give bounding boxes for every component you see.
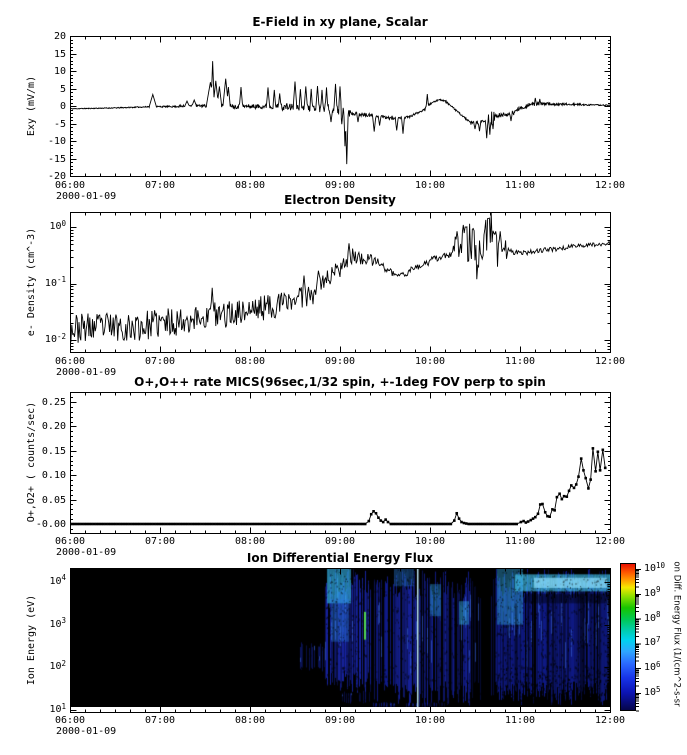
panel3-ytick-label: 0.25 [41, 397, 66, 408]
panel1-plot [70, 36, 611, 178]
panel3-ytick-label: -0.00 [35, 519, 66, 530]
panel4-xtick-label: 07:00 [144, 715, 176, 726]
panel4-xtick-label: 06:00 [54, 715, 86, 726]
colorbar-tick-label: $10^6$ [644, 659, 661, 674]
colorbar-tick-label: $10^5$ [644, 684, 661, 698]
panel1-xtick-label: 10:00 [414, 180, 446, 191]
panel4-date-label: 2000-01-09 [56, 726, 117, 737]
panel2-xtick-label: 07:00 [144, 356, 176, 367]
panel3-title: O+,O++ rate MICS(96sec,1/32 spin, +-1deg FOV perp to spin [134, 375, 546, 389]
panel4-ytick-label: $10^3$ [49, 616, 66, 630]
colorbar-tick-label: $10^7$ [644, 634, 661, 649]
panel4-xtick-label: 10:00 [414, 715, 446, 726]
panel2-xtick-label: 11:00 [504, 356, 536, 367]
panel4-title: Ion Differential Energy Flux [246, 551, 434, 565]
panel1-ytick-label: 0 [59, 101, 66, 112]
panel3-xtick-label: 09:00 [324, 536, 356, 547]
panel4-ytick-label: $10^4$ [49, 573, 66, 587]
panel1-ytick-label: -10 [47, 136, 66, 147]
panel2-xtick-label: 10:00 [414, 356, 446, 367]
panel1-ytick-label: 5 [59, 83, 66, 95]
panel1-ytick-label: -5 [53, 118, 66, 130]
panel3-xtick-label: 12:00 [594, 536, 626, 547]
panel4-xtick-label: 08:00 [234, 715, 266, 726]
panel3-xtick-label: 07:00 [144, 536, 176, 547]
panel4-plot [70, 568, 611, 714]
panel4-yaxis-label: Ion Energy (eV) [26, 594, 37, 686]
panel1-xtick-label: 11:00 [504, 180, 536, 191]
colorbar-label: on Diff. Energy Flux (1/(cm^2-s-sr [671, 561, 682, 707]
panel3-ytick-label: 0.05 [41, 494, 66, 506]
panel4-ytick-label: $10^1$ [49, 701, 66, 715]
colorbar [620, 563, 636, 711]
panel4-xtick-label: 12:00 [594, 715, 626, 726]
panel4-ytick-label: $10^2$ [49, 658, 66, 673]
panel1-ytick-label: 20 [53, 31, 66, 42]
colorbar-tick-label: $10^9$ [644, 585, 661, 599]
panel2-xtick-label: 09:00 [324, 356, 356, 367]
panel2-ytick-label: $10^{-1}$ [44, 275, 66, 289]
panel3-ytick-label: 0.15 [41, 445, 66, 457]
panel1-ytick-label: 15 [53, 48, 66, 60]
panel1-date-label: 2000-01-09 [56, 191, 117, 202]
panel3-date-label: 2000-01-09 [56, 547, 117, 558]
panel2-xtick-label: 06:00 [54, 356, 86, 367]
panel1-yaxis-label: Exy (mV/m) [26, 75, 37, 137]
panel1-title: E-Field in xy plane, Scalar [252, 15, 428, 29]
panel2-title: Electron Density [284, 193, 396, 207]
panel4-xtick-label: 09:00 [324, 715, 356, 726]
panel2-xtick-label: 12:00 [594, 356, 626, 367]
panel2-ytick-label: $10^0$ [49, 218, 66, 233]
panel1-xtick-label: 06:00 [54, 180, 86, 191]
panel2-xtick-label: 08:00 [234, 356, 266, 367]
panel1-xtick-label: 12:00 [594, 180, 626, 191]
panel3-ytick-label: 0.10 [41, 470, 66, 482]
panel3-xtick-label: 10:00 [414, 536, 446, 547]
panel3-xtick-label: 06:00 [54, 536, 86, 547]
panel1-xtick-label: 09:00 [324, 180, 356, 191]
panel3-plot [70, 392, 611, 535]
panel3-xtick-label: 11:00 [504, 536, 536, 547]
panel3-xtick-label: 08:00 [234, 536, 266, 547]
colorbar-tick-label: $10^8$ [644, 610, 661, 624]
panel1-xtick-label: 08:00 [234, 180, 266, 191]
panel1-ytick-label: 10 [53, 66, 66, 77]
panel3-yaxis-label: O+,O2+ ( counts/sec) [26, 401, 37, 523]
colorbar-tick-label: $10^{10}$ [644, 560, 666, 574]
panel2-yaxis-label: e- Density (cm^-3) [26, 227, 37, 337]
panel1-ytick-label: -15 [47, 153, 66, 165]
panel2-date-label: 2000-01-09 [56, 367, 117, 378]
panel2-plot [70, 212, 611, 354]
panel1-ytick-label: -20 [47, 171, 66, 182]
panel2-ytick-label: $10^{-2}$ [44, 331, 66, 346]
panel1-xtick-label: 07:00 [144, 180, 176, 191]
panel3-ytick-label: 0.20 [41, 421, 66, 433]
panel4-xtick-label: 11:00 [504, 715, 536, 726]
